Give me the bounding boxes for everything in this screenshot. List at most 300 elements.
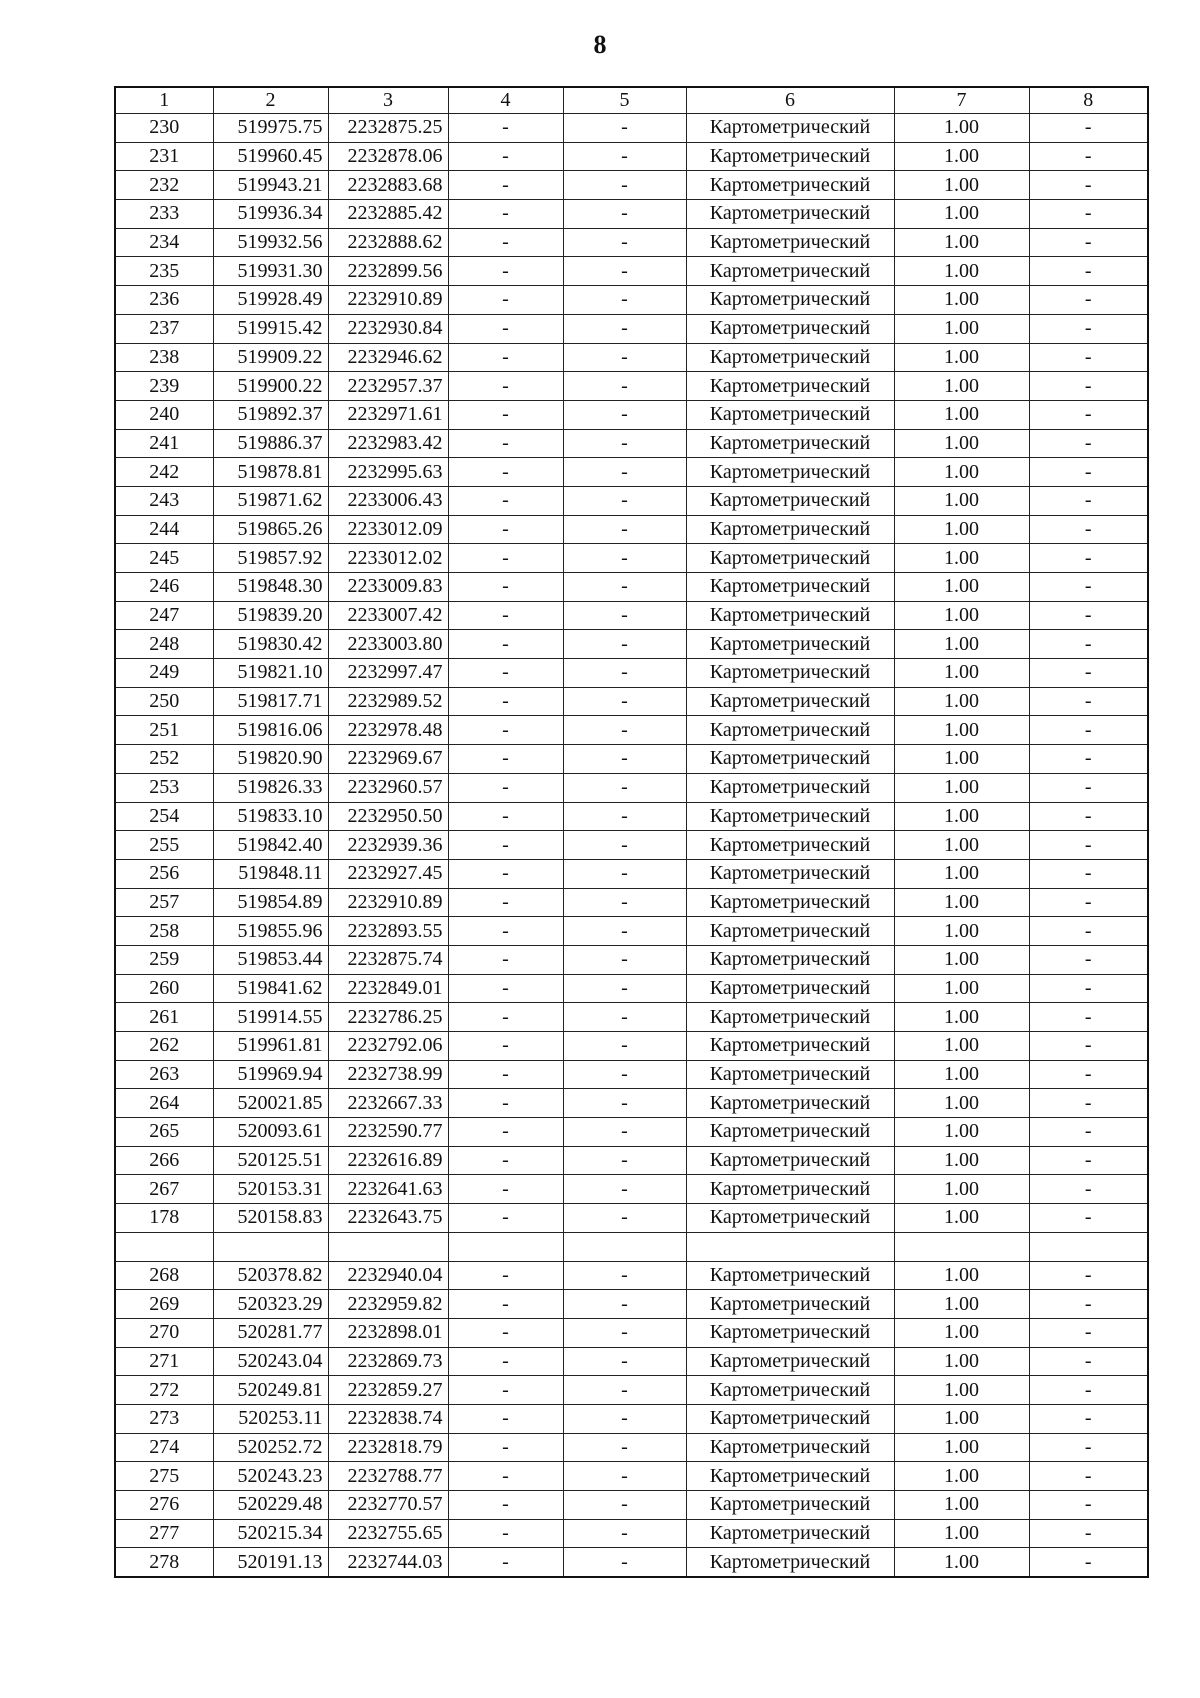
- y-coordinate-cell: 2232995.63: [328, 458, 448, 487]
- method-value-cell: Картометрический: [686, 1290, 894, 1319]
- column-5-value-cell: -: [563, 716, 686, 745]
- y-coordinate-cell: 2232643.75: [328, 1204, 448, 1233]
- column-5-value-cell: -: [563, 486, 686, 515]
- method-value-cell: Картометрический: [686, 1146, 894, 1175]
- point-number-cell: 250: [115, 687, 213, 716]
- method-value-cell: Картометрический: [686, 745, 894, 774]
- point-number-cell: 232: [115, 171, 213, 200]
- method-value-cell: Картометрический: [686, 257, 894, 286]
- column-8-value-cell: -: [1029, 200, 1148, 229]
- column-5-value-cell: -: [563, 1462, 686, 1491]
- accuracy-value-cell: 1.00: [894, 228, 1029, 257]
- column-4-value-cell: -: [448, 888, 563, 917]
- y-coordinate-cell: 2232859.27: [328, 1376, 448, 1405]
- point-number-cell: 270: [115, 1318, 213, 1347]
- column-4-value-cell: -: [448, 1462, 563, 1491]
- x-coordinate-cell: 519914.55: [213, 1003, 328, 1032]
- y-coordinate-cell: 2232983.42: [328, 429, 448, 458]
- y-coordinate-cell: 2232744.03: [328, 1548, 448, 1577]
- table-row: [115, 974, 1148, 1003]
- accuracy-value-cell: 1.00: [894, 1404, 1029, 1433]
- method-value-cell: Картометрический: [686, 343, 894, 372]
- point-number-cell: 230: [115, 114, 213, 143]
- x-coordinate-cell: 519833.10: [213, 802, 328, 831]
- accuracy-value-cell: 1.00: [894, 343, 1029, 372]
- accuracy-value-cell: 1.00: [894, 400, 1029, 429]
- y-coordinate-cell: 2232818.79: [328, 1433, 448, 1462]
- column-8-value-cell: -: [1029, 745, 1148, 774]
- table-row: [115, 458, 1148, 487]
- x-coordinate-cell: 519842.40: [213, 831, 328, 860]
- column-8-value-cell: [1029, 1232, 1148, 1261]
- x-coordinate-cell: 520021.85: [213, 1089, 328, 1118]
- column-5-value-cell: -: [563, 1318, 686, 1347]
- method-value-cell: Картометрический: [686, 114, 894, 143]
- column-8-value-cell: -: [1029, 716, 1148, 745]
- column-4-value-cell: -: [448, 1204, 563, 1233]
- table-row: [115, 1290, 1148, 1319]
- accuracy-value-cell: 1.00: [894, 859, 1029, 888]
- table-row: [115, 142, 1148, 171]
- point-number-cell: 241: [115, 429, 213, 458]
- y-coordinate-cell: 2232875.74: [328, 945, 448, 974]
- method-value-cell: Картометрический: [686, 372, 894, 401]
- column-4-value-cell: -: [448, 1433, 563, 1462]
- column-4-value-cell: -: [448, 1519, 563, 1548]
- accuracy-value-cell: 1.00: [894, 659, 1029, 688]
- x-coordinate-cell: 519928.49: [213, 286, 328, 315]
- column-8-value-cell: -: [1029, 372, 1148, 401]
- table-row: [115, 659, 1148, 688]
- x-coordinate-cell: 520243.04: [213, 1347, 328, 1376]
- y-coordinate-cell: 2232989.52: [328, 687, 448, 716]
- column-5-value-cell: -: [563, 1433, 686, 1462]
- column-4-value-cell: -: [448, 114, 563, 143]
- x-coordinate-cell: 519865.26: [213, 515, 328, 544]
- method-value-cell: Картометрический: [686, 1060, 894, 1089]
- column-4-value-cell: -: [448, 142, 563, 171]
- column-8-value-cell: -: [1029, 1175, 1148, 1204]
- accuracy-value-cell: 1.00: [894, 1032, 1029, 1061]
- method-value-cell: Картометрический: [686, 286, 894, 315]
- accuracy-value-cell: 1.00: [894, 429, 1029, 458]
- point-number-cell: 268: [115, 1261, 213, 1290]
- column-4-value-cell: -: [448, 630, 563, 659]
- point-number-cell: 259: [115, 945, 213, 974]
- column-4-value-cell: -: [448, 773, 563, 802]
- column-5-value-cell: -: [563, 831, 686, 860]
- column-4-value-cell: -: [448, 228, 563, 257]
- point-number-cell: 263: [115, 1060, 213, 1089]
- column-8-value-cell: -: [1029, 1376, 1148, 1405]
- column-8-value-cell: -: [1029, 114, 1148, 143]
- column-4-value-cell: -: [448, 1089, 563, 1118]
- column-4-value-cell: -: [448, 1491, 563, 1520]
- column-5-value-cell: -: [563, 1548, 686, 1577]
- y-coordinate-cell: 2232738.99: [328, 1060, 448, 1089]
- x-coordinate-cell: 519839.20: [213, 601, 328, 630]
- column-5-value-cell: -: [563, 888, 686, 917]
- accuracy-value-cell: 1.00: [894, 1376, 1029, 1405]
- y-coordinate-cell: 2232971.61: [328, 400, 448, 429]
- column-5-value-cell: -: [563, 1175, 686, 1204]
- column-4-value-cell: -: [448, 1548, 563, 1577]
- method-value-cell: Картометрический: [686, 716, 894, 745]
- point-number-cell: 271: [115, 1347, 213, 1376]
- column-8-value-cell: -: [1029, 1548, 1148, 1577]
- y-coordinate-cell: 2232959.82: [328, 1290, 448, 1319]
- x-coordinate-cell: 519915.42: [213, 314, 328, 343]
- method-value-cell: Картометрический: [686, 228, 894, 257]
- y-coordinate-cell: 2232755.65: [328, 1519, 448, 1548]
- accuracy-value-cell: 1.00: [894, 945, 1029, 974]
- y-coordinate-cell: 2232910.89: [328, 286, 448, 315]
- column-5-value-cell: -: [563, 945, 686, 974]
- column-8-value-cell: -: [1029, 1519, 1148, 1548]
- y-coordinate-cell: 2232969.67: [328, 745, 448, 774]
- point-number-cell: 276: [115, 1491, 213, 1520]
- column-4-value-cell: [448, 1232, 563, 1261]
- x-coordinate-cell: 520323.29: [213, 1290, 328, 1319]
- column-8-value-cell: -: [1029, 142, 1148, 171]
- accuracy-value-cell: 1.00: [894, 573, 1029, 602]
- y-coordinate-cell: 2232910.89: [328, 888, 448, 917]
- coordinates-table: [114, 86, 1149, 1578]
- y-coordinate-cell: [328, 1232, 448, 1261]
- column-5-value-cell: -: [563, 343, 686, 372]
- method-value-cell: Картометрический: [686, 544, 894, 573]
- accuracy-value-cell: 1.00: [894, 802, 1029, 831]
- x-coordinate-cell: 519943.21: [213, 171, 328, 200]
- method-value-cell: Картометрический: [686, 429, 894, 458]
- column-5-value-cell: -: [563, 859, 686, 888]
- x-coordinate-cell: 520243.23: [213, 1462, 328, 1491]
- column-8-value-cell: -: [1029, 1318, 1148, 1347]
- point-number-cell: 248: [115, 630, 213, 659]
- table-row: [115, 687, 1148, 716]
- point-number-cell: 258: [115, 917, 213, 946]
- method-value-cell: Картометрический: [686, 400, 894, 429]
- column-5-value-cell: -: [563, 515, 686, 544]
- method-value-cell: Картометрический: [686, 1404, 894, 1433]
- point-number-cell: 178: [115, 1204, 213, 1233]
- point-number-cell: 246: [115, 573, 213, 602]
- table-row: [115, 1462, 1148, 1491]
- column-8-value-cell: -: [1029, 1032, 1148, 1061]
- y-coordinate-cell: 2232875.25: [328, 114, 448, 143]
- column-8-value-cell: -: [1029, 687, 1148, 716]
- column-5-value-cell: -: [563, 1118, 686, 1147]
- method-value-cell: Картометрический: [686, 974, 894, 1003]
- accuracy-value-cell: 1.00: [894, 630, 1029, 659]
- point-number-cell: 255: [115, 831, 213, 860]
- column-5-value-cell: -: [563, 429, 686, 458]
- method-value-cell: Картометрический: [686, 1548, 894, 1577]
- accuracy-value-cell: 1.00: [894, 1347, 1029, 1376]
- x-coordinate-cell: 520249.81: [213, 1376, 328, 1405]
- point-number-cell: 252: [115, 745, 213, 774]
- accuracy-value-cell: 1.00: [894, 1261, 1029, 1290]
- y-coordinate-cell: 2232792.06: [328, 1032, 448, 1061]
- table-row: [115, 515, 1148, 544]
- column-5-value-cell: -: [563, 1060, 686, 1089]
- column-8-value-cell: -: [1029, 1433, 1148, 1462]
- column-4-value-cell: -: [448, 486, 563, 515]
- column-8-value-cell: -: [1029, 343, 1148, 372]
- y-coordinate-cell: 2232898.01: [328, 1318, 448, 1347]
- column-5-value-cell: -: [563, 171, 686, 200]
- column-5-value-cell: -: [563, 114, 686, 143]
- accuracy-value-cell: 1.00: [894, 200, 1029, 229]
- table-row: [115, 802, 1148, 831]
- column-8-value-cell: -: [1029, 773, 1148, 802]
- point-number-cell: 265: [115, 1118, 213, 1147]
- point-number-cell: 266: [115, 1146, 213, 1175]
- column-4-value-cell: -: [448, 859, 563, 888]
- table-row: [115, 171, 1148, 200]
- method-value-cell: Картометрический: [686, 831, 894, 860]
- header-cell: 6: [686, 87, 894, 114]
- column-8-value-cell: -: [1029, 1404, 1148, 1433]
- table-row: [115, 1060, 1148, 1089]
- column-8-value-cell: -: [1029, 802, 1148, 831]
- point-number-cell: 272: [115, 1376, 213, 1405]
- accuracy-value-cell: 1.00: [894, 601, 1029, 630]
- point-number-cell: 237: [115, 314, 213, 343]
- x-coordinate-cell: 520229.48: [213, 1491, 328, 1520]
- column-5-value-cell: -: [563, 1491, 686, 1520]
- table-row: [115, 716, 1148, 745]
- table-row: [115, 601, 1148, 630]
- column-4-value-cell: -: [448, 945, 563, 974]
- y-coordinate-cell: 2232885.42: [328, 200, 448, 229]
- method-value-cell: Картометрический: [686, 314, 894, 343]
- accuracy-value-cell: 1.00: [894, 544, 1029, 573]
- column-4-value-cell: -: [448, 1003, 563, 1032]
- table-row: [115, 630, 1148, 659]
- column-4-value-cell: -: [448, 314, 563, 343]
- y-coordinate-cell: 2232957.37: [328, 372, 448, 401]
- column-5-value-cell: -: [563, 1290, 686, 1319]
- accuracy-value-cell: 1.00: [894, 171, 1029, 200]
- method-value-cell: Картометрический: [686, 1261, 894, 1290]
- accuracy-value-cell: 1.00: [894, 286, 1029, 315]
- header-cell: 5: [563, 87, 686, 114]
- table-row: [115, 1519, 1148, 1548]
- x-coordinate-cell: 520252.72: [213, 1433, 328, 1462]
- column-4-value-cell: -: [448, 659, 563, 688]
- table-row: [115, 1175, 1148, 1204]
- method-value-cell: Картометрический: [686, 486, 894, 515]
- point-number-cell: 234: [115, 228, 213, 257]
- table-row: [115, 917, 1148, 946]
- column-8-value-cell: -: [1029, 257, 1148, 286]
- column-5-value-cell: -: [563, 659, 686, 688]
- accuracy-value-cell: 1.00: [894, 1003, 1029, 1032]
- point-number-cell: 244: [115, 515, 213, 544]
- column-5-value-cell: -: [563, 573, 686, 602]
- column-5-value-cell: -: [563, 142, 686, 171]
- accuracy-value-cell: 1.00: [894, 1491, 1029, 1520]
- column-5-value-cell: [563, 1232, 686, 1261]
- table-body: [115, 114, 1148, 1578]
- method-value-cell: Картометрический: [686, 601, 894, 630]
- y-coordinate-cell: 2232930.84: [328, 314, 448, 343]
- table-row: [115, 745, 1148, 774]
- table-row: [115, 1204, 1148, 1233]
- point-number-cell: 245: [115, 544, 213, 573]
- table-row: [115, 314, 1148, 343]
- column-8-value-cell: -: [1029, 228, 1148, 257]
- x-coordinate-cell: 519826.33: [213, 773, 328, 802]
- accuracy-value-cell: 1.00: [894, 1519, 1029, 1548]
- header-cell: 4: [448, 87, 563, 114]
- column-4-value-cell: -: [448, 1404, 563, 1433]
- accuracy-value-cell: 1.00: [894, 1318, 1029, 1347]
- table-row: [115, 372, 1148, 401]
- column-5-value-cell: -: [563, 601, 686, 630]
- table-row: [115, 1032, 1148, 1061]
- method-value-cell: Картометрический: [686, 1204, 894, 1233]
- y-coordinate-cell: 2233006.43: [328, 486, 448, 515]
- column-4-value-cell: -: [448, 802, 563, 831]
- column-5-value-cell: -: [563, 1519, 686, 1548]
- column-4-value-cell: -: [448, 429, 563, 458]
- accuracy-value-cell: 1.00: [894, 974, 1029, 1003]
- accuracy-value-cell: 1.00: [894, 1433, 1029, 1462]
- x-coordinate-cell: 519886.37: [213, 429, 328, 458]
- method-value-cell: Картометрический: [686, 1318, 894, 1347]
- x-coordinate-cell: 519878.81: [213, 458, 328, 487]
- column-4-value-cell: -: [448, 286, 563, 315]
- point-number-cell: 240: [115, 400, 213, 429]
- column-8-value-cell: -: [1029, 171, 1148, 200]
- column-4-value-cell: -: [448, 1146, 563, 1175]
- y-coordinate-cell: 2232878.06: [328, 142, 448, 171]
- table-row: [115, 773, 1148, 802]
- column-4-value-cell: -: [448, 1347, 563, 1376]
- point-number-cell: 233: [115, 200, 213, 229]
- column-4-value-cell: -: [448, 1290, 563, 1319]
- column-4-value-cell: -: [448, 1032, 563, 1061]
- table-row: [115, 945, 1148, 974]
- x-coordinate-cell: 519871.62: [213, 486, 328, 515]
- point-number-cell: 267: [115, 1175, 213, 1204]
- table-row: [115, 400, 1148, 429]
- accuracy-value-cell: 1.00: [894, 314, 1029, 343]
- x-coordinate-cell: 519816.06: [213, 716, 328, 745]
- x-coordinate-cell: 519975.75: [213, 114, 328, 143]
- column-5-value-cell: -: [563, 745, 686, 774]
- column-4-value-cell: -: [448, 1060, 563, 1089]
- column-4-value-cell: -: [448, 171, 563, 200]
- table-row: [115, 257, 1148, 286]
- x-coordinate-cell: 519848.30: [213, 573, 328, 602]
- x-coordinate-cell: 519961.81: [213, 1032, 328, 1061]
- method-value-cell: Картометрический: [686, 1347, 894, 1376]
- column-8-value-cell: -: [1029, 486, 1148, 515]
- y-coordinate-cell: 2232667.33: [328, 1089, 448, 1118]
- accuracy-value-cell: 1.00: [894, 1089, 1029, 1118]
- column-5-value-cell: -: [563, 1146, 686, 1175]
- column-8-value-cell: -: [1029, 888, 1148, 917]
- point-number-cell: 273: [115, 1404, 213, 1433]
- method-value-cell: Картометрический: [686, 458, 894, 487]
- x-coordinate-cell: 520093.61: [213, 1118, 328, 1147]
- column-5-value-cell: -: [563, 1347, 686, 1376]
- column-5-value-cell: -: [563, 200, 686, 229]
- column-4-value-cell: -: [448, 831, 563, 860]
- method-value-cell: Картометрический: [686, 945, 894, 974]
- method-value-cell: Картометрический: [686, 1491, 894, 1520]
- method-value-cell: Картометрический: [686, 171, 894, 200]
- header-cell: 2: [213, 87, 328, 114]
- method-value-cell: Картометрический: [686, 687, 894, 716]
- x-coordinate-cell: 519969.94: [213, 1060, 328, 1089]
- x-coordinate-cell: 520378.82: [213, 1261, 328, 1290]
- column-4-value-cell: -: [448, 1376, 563, 1405]
- accuracy-value-cell: 1.00: [894, 1060, 1029, 1089]
- point-number-cell: 235: [115, 257, 213, 286]
- column-4-value-cell: -: [448, 1118, 563, 1147]
- method-value-cell: Картометрический: [686, 1376, 894, 1405]
- x-coordinate-cell: 519853.44: [213, 945, 328, 974]
- y-coordinate-cell: 2232940.04: [328, 1261, 448, 1290]
- accuracy-value-cell: [894, 1232, 1029, 1261]
- column-8-value-cell: -: [1029, 544, 1148, 573]
- table-row: [115, 888, 1148, 917]
- column-5-value-cell: -: [563, 286, 686, 315]
- column-8-value-cell: -: [1029, 601, 1148, 630]
- x-coordinate-cell: 519900.22: [213, 372, 328, 401]
- table-row: [115, 1118, 1148, 1147]
- column-8-value-cell: -: [1029, 831, 1148, 860]
- column-8-value-cell: -: [1029, 1146, 1148, 1175]
- table-row: [115, 429, 1148, 458]
- column-4-value-cell: -: [448, 515, 563, 544]
- accuracy-value-cell: 1.00: [894, 1290, 1029, 1319]
- x-coordinate-cell: 520191.13: [213, 1548, 328, 1577]
- table-row: [115, 114, 1148, 143]
- column-5-value-cell: -: [563, 544, 686, 573]
- column-8-value-cell: -: [1029, 1204, 1148, 1233]
- x-coordinate-cell: 519931.30: [213, 257, 328, 286]
- accuracy-value-cell: 1.00: [894, 1146, 1029, 1175]
- x-coordinate-cell: 519817.71: [213, 687, 328, 716]
- y-coordinate-cell: 2232946.62: [328, 343, 448, 372]
- x-coordinate-cell: 520281.77: [213, 1318, 328, 1347]
- y-coordinate-cell: 2232939.36: [328, 831, 448, 860]
- method-value-cell: Картометрический: [686, 1032, 894, 1061]
- point-number-cell: 249: [115, 659, 213, 688]
- x-coordinate-cell: 519841.62: [213, 974, 328, 1003]
- method-value-cell: Картометрический: [686, 1175, 894, 1204]
- x-coordinate-cell: 519854.89: [213, 888, 328, 917]
- column-8-value-cell: -: [1029, 1491, 1148, 1520]
- method-value-cell: Картометрический: [686, 1462, 894, 1491]
- method-value-cell: Картометрический: [686, 917, 894, 946]
- point-number-cell: 260: [115, 974, 213, 1003]
- y-coordinate-cell: 2232641.63: [328, 1175, 448, 1204]
- column-8-value-cell: -: [1029, 458, 1148, 487]
- point-number-cell: 251: [115, 716, 213, 745]
- method-value-cell: Картометрический: [686, 1433, 894, 1462]
- table-row: [115, 1347, 1148, 1376]
- table-row: [115, 1089, 1148, 1118]
- method-value-cell: Картометрический: [686, 802, 894, 831]
- table-row: [115, 1003, 1148, 1032]
- table-row: [115, 486, 1148, 515]
